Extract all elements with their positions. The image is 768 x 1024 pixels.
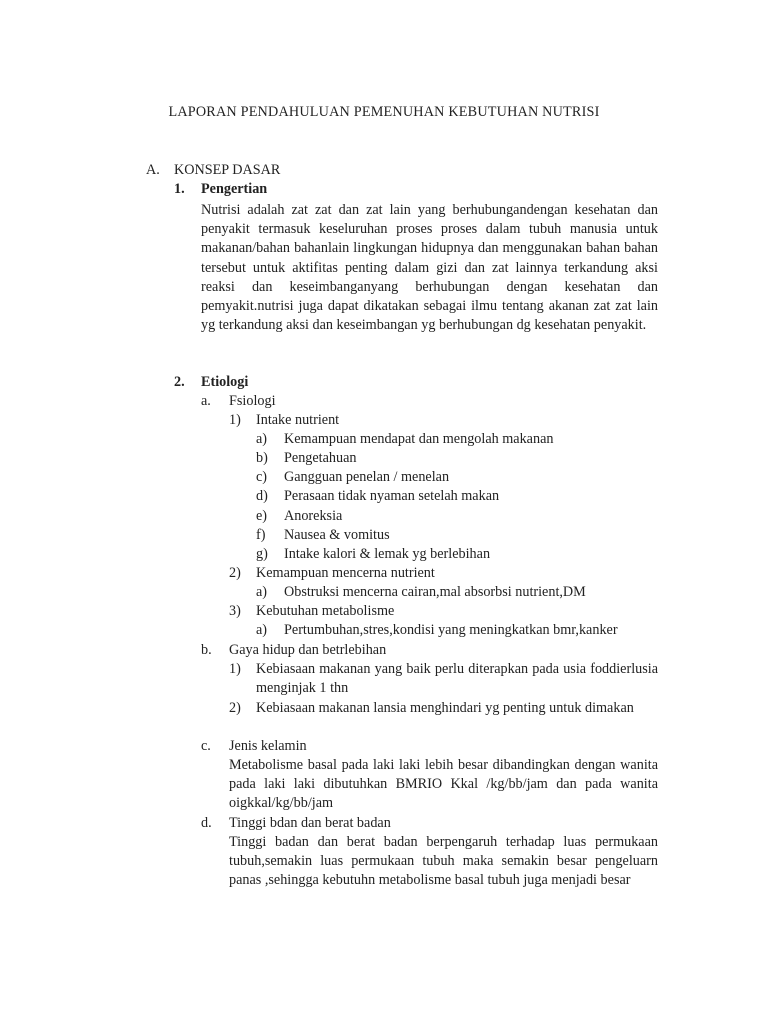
item-d-marker: d. — [201, 815, 212, 831]
list-item-marker: 1) — [229, 661, 241, 677]
item-a3-marker: 3) — [229, 603, 241, 619]
item-a2-marker: 2) — [229, 565, 241, 581]
list-item-marker: a) — [256, 431, 268, 447]
list-item: Kemampuan mendapat dan mengolah makanan — [284, 431, 554, 447]
list-item: Gangguan penelan / menelan — [284, 469, 450, 485]
subsection-1-marker: 1. — [174, 181, 185, 197]
list-item-marker: a) — [256, 584, 268, 600]
item-d-label: Tinggi bdan dan berat badan — [229, 815, 391, 831]
jenis-kelamin-paragraph: Metabolisme basal pada laki laki lebih besar dibandingkan dengan wanita pada laki laki dibutuhkan BMRIO Kkal /kg/bb/jam dan pada wanita oigkkal/kg/bb/jam — [229, 757, 658, 812]
item-c-marker: c. — [201, 738, 211, 754]
list-item: Kebiasaan makanan lansia menghindari yg penting untuk dimakan — [256, 700, 634, 716]
list-item: Pertumbuhan,stres,kondisi yang meningkatkan bmr,kanker — [284, 622, 618, 638]
list-item: Anoreksia — [284, 508, 343, 524]
section-a-marker: A. — [146, 162, 160, 178]
list-item-marker: d) — [256, 488, 268, 504]
subsection-2-heading: Etiologi — [201, 374, 249, 390]
item-b-marker: b. — [201, 642, 212, 658]
item-a1-marker: 1) — [229, 412, 241, 428]
document-title: LAPORAN PENDAHULUAN PEMENUHAN KEBUTUHAN NUTRISI — [168, 104, 600, 120]
list-item: Perasaan tidak nyaman setelah makan — [284, 488, 500, 504]
subsection-2-marker: 2. — [174, 374, 185, 390]
list-item-marker: c) — [256, 469, 268, 485]
item-a-marker: a. — [201, 393, 211, 409]
item-a1-label: Intake nutrient — [256, 412, 340, 428]
list-item-marker: 2) — [229, 700, 241, 716]
tinggi-badan-paragraph: Tinggi badan dan berat badan berpengaruh terhadap luas permukaan tubuh,semakin luas permukaan tubuh maka semakin besar pengeluarn panas ,sehingga kebutuhn metabolisme basal tubuh juga menjadi besar — [229, 834, 658, 889]
list-item-marker: g) — [256, 546, 268, 562]
list-item-marker: f) — [256, 527, 266, 543]
item-c-label: Jenis kelamin — [229, 738, 307, 754]
pengertian-paragraph: Nutrisi adalah zat zat dan zat lain yang berhubungandengan kesehatan dan penyakit termasuk keseluruhan proses proses dalam tubuh manusia untuk makanan/bahan bahanlain lingkungan hidupnya dan menggunakan bahan bahan tersebut untuk aktifitas penting dalam gizi dan zat lainnya terkandung aksi reaksi dan keseimbanganyang berhubungan dengan kesehatan dan pemyakit.nutrisi juga dapat dikatakan sebagai ilmu tentang akanan zat zat lain yg terkandung aksi dan keseimbangan yg berhubungan dg kesehatan penyakit. — [201, 202, 658, 334]
item-a-label: Fsiologi — [229, 393, 276, 409]
item-a3-label: Kebutuhan metabolisme — [256, 603, 395, 619]
list-item-marker: e) — [256, 508, 268, 524]
subsection-1-heading: Pengertian — [201, 181, 268, 197]
list-item: Obstruksi mencerna cairan,mal absorbsi nutrient,DM — [284, 584, 586, 600]
item-b-label: Gaya hidup dan betrlebihan — [229, 642, 387, 658]
section-a-heading: KONSEP DASAR — [174, 162, 281, 178]
list-item: Intake kalori & lemak yg berlebihan — [284, 546, 491, 562]
item-a2-label: Kemampuan mencerna nutrient — [256, 565, 435, 581]
list-item: Kebiasaan makanan yang baik perlu diterapkan pada usia foddierlusia menginjak 1 thn — [256, 661, 658, 697]
list-item: Nausea & vomitus — [284, 527, 390, 543]
list-item-marker: a) — [256, 622, 268, 638]
list-item-marker: b) — [256, 450, 268, 466]
list-item: Pengetahuan — [284, 450, 357, 466]
